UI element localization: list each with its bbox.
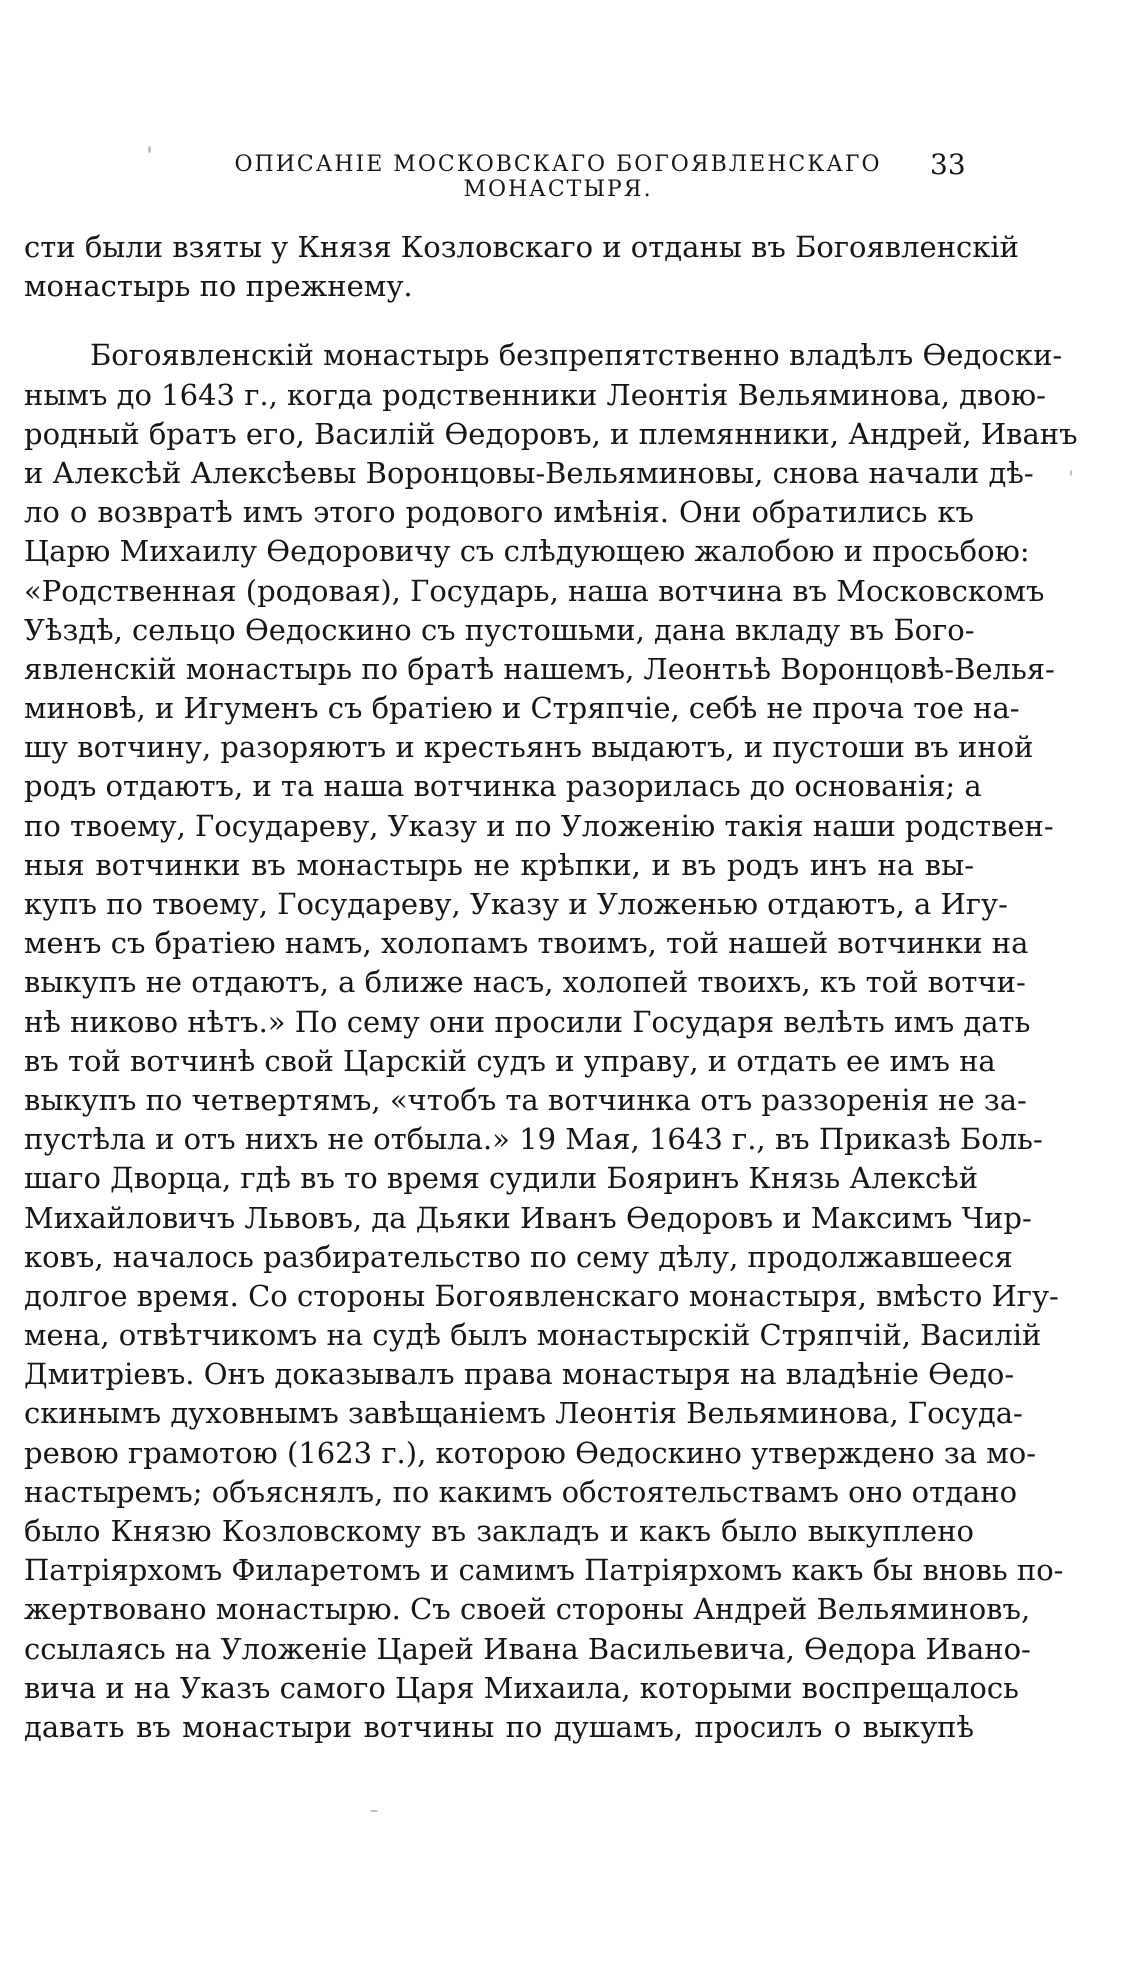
text-line: долгое время. Со стороны Богоявленскаго монастыря, вмѣсто Игу-	[24, 1278, 1059, 1313]
text-line: миновѣ, и Игуменъ съ братіею и Стряпчіе, себѣ не проча тое на-	[24, 691, 1020, 726]
text-line: выкупъ по четвертямъ, «чтобъ та вотчинка отъ раззоренія не за-	[24, 1082, 1027, 1117]
body-text	[24, 228, 1078, 1747]
paper-speck	[148, 146, 151, 153]
text-line: Богоявленскій монастырь безпрепятственно владѣлъ Ѳедоски-	[90, 338, 1063, 373]
text-line: родъ отдаютъ, и та наша вотчинка разорилась до основанія; а	[24, 769, 982, 804]
text-line: нѣ никово нѣтъ.» По сему они просили Государя велѣть имъ дать	[24, 1004, 1031, 1039]
paragraph-gap	[24, 306, 974, 336]
text-line: сти были взяты у Князя Козловскаго и отданы въ Богоявленскій	[24, 230, 1020, 264]
text-line: по твоему, Государеву, Указу и по Уложенію такія наши родствен-	[24, 808, 1054, 843]
paragraph-1	[24, 228, 1020, 306]
text-line: Михайловичъ Львовъ, да Дьяки Иванъ Ѳедоровъ и Максимъ Чир-	[24, 1200, 1032, 1235]
text-line: Царю Михаилу Ѳедоровичу съ слѣдующею жалобою и просьбою:	[24, 534, 1030, 569]
text-line: и Алексѣй Алексѣевы Воронцовы-Вельяминовы, снова начали дѣ-	[24, 455, 1034, 490]
page-number: 33	[930, 148, 966, 181]
text-line: ссылаясь на Уложеніе Царей Ивана Васильевича, Ѳедора Ивано-	[24, 1631, 1031, 1666]
text-line: купъ по твоему, Государеву, Указу и Уложенью отдаютъ, а Игу-	[24, 887, 1008, 921]
text-line: мена, отвѣтчикомъ на судѣ былъ монастырскій Стряпчій, Василій	[24, 1318, 1042, 1353]
text-line: давать въ монастыри вотчины по душамъ, просилъ о выкупѣ	[24, 1709, 974, 1744]
text-line: ныя вотчинки въ монастырь не крѣпки, и въ родъ инъ на вы-	[24, 847, 974, 882]
text-line: жертвовано монастырю. Съ своей стороны Андрей Вельяминовъ,	[24, 1592, 1031, 1627]
text-line: нымъ до 1643 г., когда родственники Леонтія Вельяминова, двою-	[24, 377, 1046, 412]
text-line: шу вотчину, разоряютъ и крестьянъ выдаютъ, и пустоши въ иной	[24, 730, 1034, 765]
text-line: «Родственная (родовая), Государь, наша вотчина въ Московскомъ	[24, 573, 1045, 608]
text-line: шаго Дворца, гдѣ въ то время судили Бояринъ Князь Алексѣй	[24, 1161, 979, 1196]
paper-speck	[370, 1810, 378, 1812]
running-header-title: ОПИСАНІЕ МОСКОВСКАГО БОГОЯВЛЕНСКАГО МОНАСТЫРЯ.	[234, 152, 882, 202]
text-line: монастырь по прежнему.	[24, 269, 413, 304]
text-line: Уѣздѣ, сельцо Ѳедоскино съ пустошьми, дана вкладу въ Бого-	[24, 612, 975, 647]
text-line: ло о возвратѣ имъ этого родового имѣнія. Они обратились къ	[24, 495, 974, 530]
text-line: вича и на Указъ самого Царя Михаила, которыми воспрещалось	[24, 1670, 1019, 1705]
text-line: пустѣла и отъ нихъ не отбыла.» 19 Мая, 1643 г., въ Приказѣ Боль-	[24, 1122, 1043, 1157]
text-line: ковъ, началось разбирательство по сему дѣлу, продолжавшееся	[24, 1239, 1013, 1274]
text-line: ревою грамотою (1623 г.), которою Ѳедоскино утверждено за мо-	[24, 1435, 1037, 1470]
text-line: родный братъ его, Василій Ѳедоровъ, и племянники, Андрей, Иванъ	[24, 416, 1078, 451]
paper-speck	[1070, 470, 1072, 476]
text-line: менъ съ братіею намъ, холопамъ твоимъ, той нашей вотчинки на	[24, 926, 1029, 961]
text-line: настыремъ; объяснялъ, по какимъ обстоятельствамъ оно отдано	[24, 1474, 1018, 1509]
text-line: въ той вотчинѣ свой Царскій судъ и управу, и отдать ее имъ на	[24, 1043, 996, 1078]
paragraph-2	[24, 336, 1078, 1747]
text-line: Патріярхомъ Филаретомъ и самимъ Патріярхомъ какъ бы вновь по-	[24, 1553, 1064, 1588]
text-line: явленскій монастырь по братѣ нашемъ, Леонтьѣ Воронцовѣ-Велья-	[24, 651, 1055, 686]
text-line: выкупъ не отдаютъ, а ближе насъ, холопей твоихъ, къ той вотчи-	[24, 965, 1026, 1000]
text-line: скинымъ духовнымъ завѣщаніемъ Леонтія Вельяминова, Госуда-	[24, 1396, 1023, 1431]
text-line: Дмитріевъ. Онъ доказывалъ права монастыря на владѣніе Ѳедо-	[24, 1357, 1015, 1392]
text-line: было Князю Козловскому въ закладъ и какъ было выкуплено	[24, 1514, 974, 1548]
